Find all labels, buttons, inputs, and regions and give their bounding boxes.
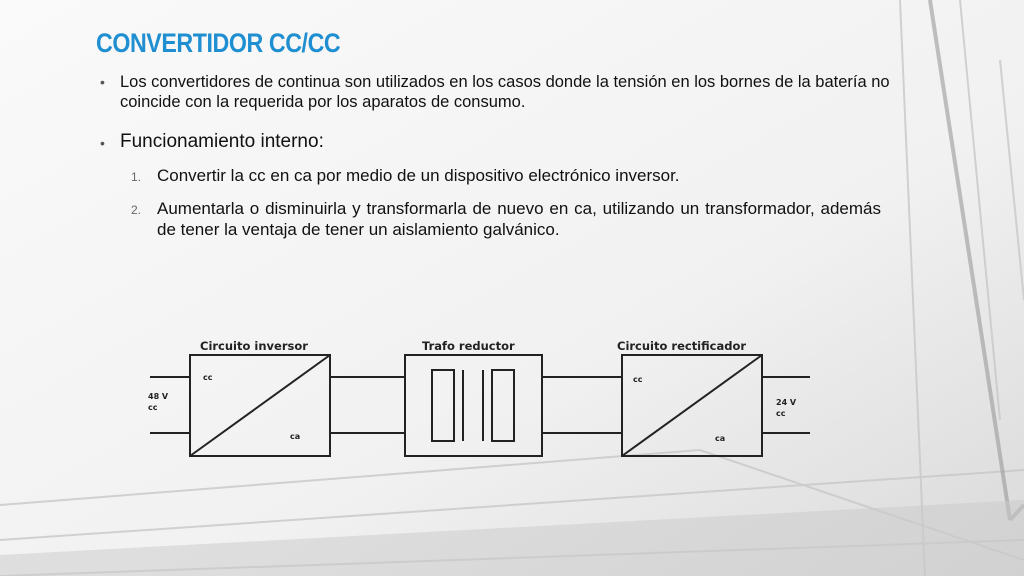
block-top-text: cc (633, 375, 643, 384)
slide-title: CONVERTIDOR CC/CC (96, 28, 341, 58)
bullet-marker: • (100, 135, 105, 151)
output-voltage: 24 V (776, 398, 797, 407)
block-label: Circuito rectificador (617, 339, 747, 353)
step-text-2: Aumentarla o disminuirla y transformarla de nuevo en ca, utilizando un transformador, además de tener la ventaja de tener un aislamiento galvánico. (157, 199, 881, 239)
block-bottom-text: ca (290, 432, 301, 441)
block-top-text: cc (203, 373, 213, 382)
block-trafo (405, 339, 542, 456)
step-text-1: Convertir la cc en ca por medio de un dispositivo electrónico inversor. (157, 166, 680, 185)
block-label: Trafo reductor (422, 339, 515, 353)
output-type: cc (776, 409, 786, 418)
converter-block-diagram (145, 330, 825, 465)
block-rectificador (617, 339, 762, 456)
bullet-marker: • (100, 74, 105, 90)
block-label: Circuito inversor (200, 339, 308, 353)
step-number: 2. (131, 203, 142, 217)
input-type: cc (148, 403, 158, 412)
block-inversor (190, 339, 330, 456)
input-voltage: 48 V (148, 392, 169, 401)
bullet-text-funcionamiento: Funcionamiento interno: (120, 131, 324, 152)
step-number: 1. (131, 170, 142, 184)
block-bottom-text: ca (715, 434, 726, 443)
bullet-text-intro: Los convertidores de continua son utilizados en los casos donde la tensión en los bornes de la batería no coincide con la requerida por los aparatos de consumo. (120, 73, 890, 111)
